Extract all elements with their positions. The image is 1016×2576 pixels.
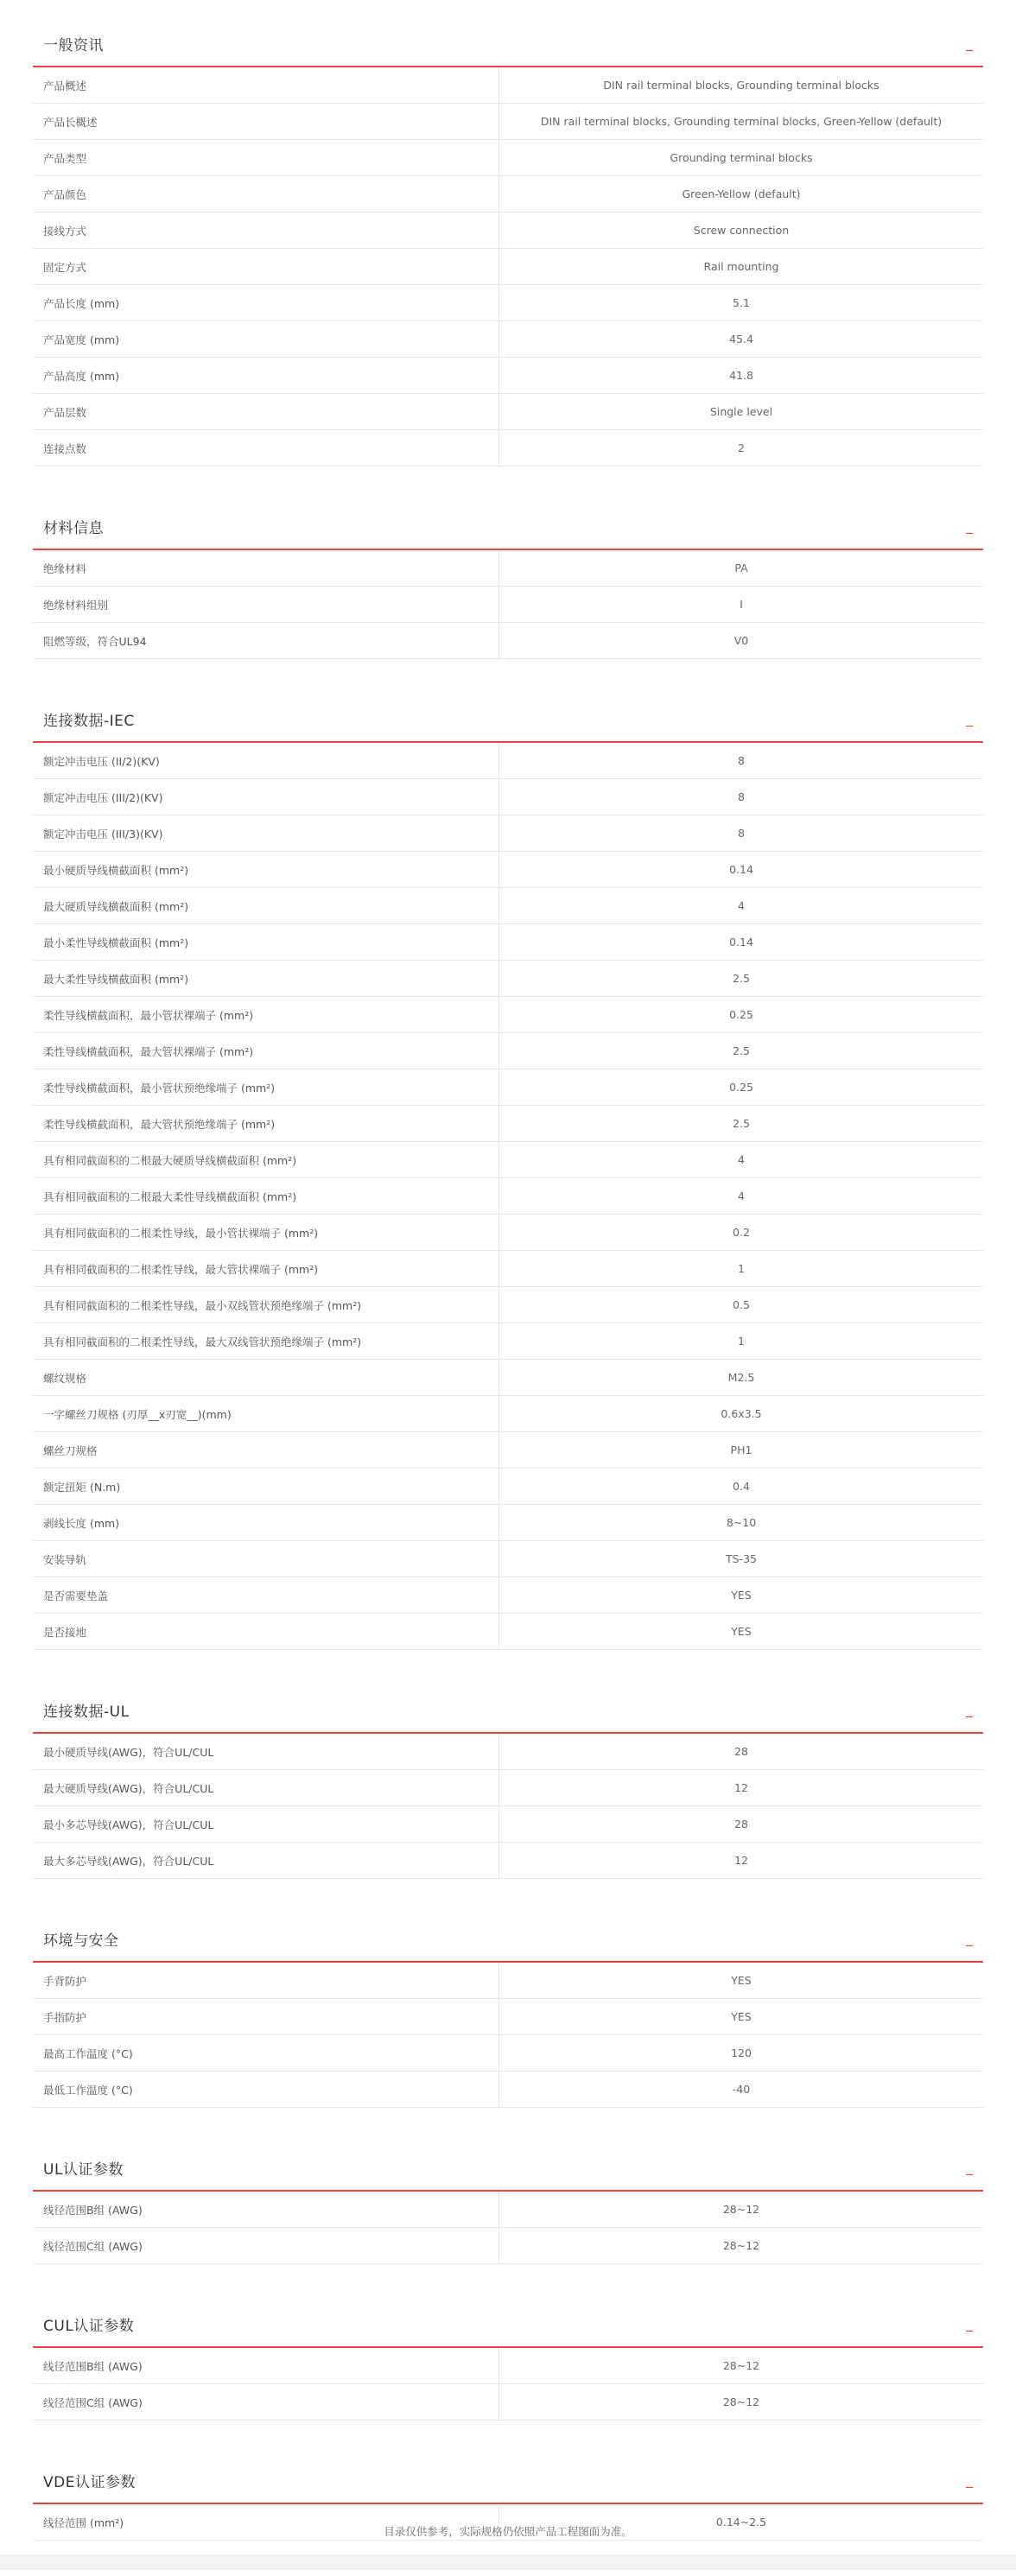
spec-label: 产品类型 — [33, 140, 499, 176]
spec-value: TS-35 — [499, 1541, 984, 1577]
spec-value: 0.14~2.5 — [499, 2504, 984, 2541]
spec-label: 产品概述 — [33, 67, 499, 104]
spec-value: 1 — [499, 1323, 984, 1360]
section-title: 材料信息 — [43, 520, 104, 537]
spec-value: DIN rail terminal blocks, Grounding terminal blocks, Green-Yellow (default) — [499, 104, 984, 140]
spec-label: 剥线长度 (mm) — [33, 1505, 499, 1541]
spec-section — [33, 695, 983, 1650]
spec-label: 最小硬质导线(AWG)，符合UL/CUL — [33, 1734, 499, 1770]
table-row — [33, 2035, 983, 2072]
table-row — [33, 2348, 983, 2384]
spec-value: 5.1 — [499, 285, 984, 321]
spec-label: 最低工作温度 (°C) — [33, 2072, 499, 2108]
table-row — [33, 285, 983, 321]
table-row — [33, 1323, 983, 1360]
table-row — [33, 1287, 983, 1323]
section-header[interactable] — [33, 2456, 983, 2504]
spec-label: 线径范围B组 (AWG) — [33, 2192, 499, 2228]
spec-value: I — [499, 587, 984, 623]
spec-label: 是否接地 — [33, 1614, 499, 1650]
table-row — [33, 1541, 983, 1577]
section-header[interactable] — [33, 2143, 983, 2192]
spec-value: 28 — [499, 1734, 984, 1770]
spec-value: 2.5 — [499, 1106, 984, 1142]
table-row — [33, 1251, 983, 1287]
spec-value: 0.6x3.5 — [499, 1396, 984, 1432]
spec-value: 0.14 — [499, 852, 984, 888]
spec-value: 120 — [499, 2035, 984, 2072]
spec-value: YES — [499, 1999, 984, 2035]
table-row — [33, 1106, 983, 1142]
spec-label: 产品长度 (mm) — [33, 285, 499, 321]
spec-label: 线径范围C组 (AWG) — [33, 2228, 499, 2264]
spec-label: 产品高度 (mm) — [33, 358, 499, 394]
spec-label: 产品颜色 — [33, 176, 499, 213]
spec-label: 具有相同截面积的二根柔性导线，最小双线管状预绝缘端子 (mm²) — [33, 1287, 499, 1323]
spec-label: 一字螺丝刀规格 (刃厚__x刃宽__)(mm) — [33, 1396, 499, 1432]
collapse-toggle-icon[interactable]: _ — [966, 710, 973, 726]
table-row — [33, 2072, 983, 2108]
spec-value: V0 — [499, 623, 984, 659]
collapse-toggle-icon[interactable]: _ — [966, 2471, 973, 2488]
spec-label: 是否需要垫盖 — [33, 1577, 499, 1614]
spec-value: Grounding terminal blocks — [499, 140, 984, 176]
spec-label: 绝缘材料组别 — [33, 587, 499, 623]
spec-label: 最小柔性导线横截面积 (mm²) — [33, 924, 499, 961]
table-row — [33, 1843, 983, 1879]
spec-value: YES — [499, 1577, 984, 1614]
table-row — [33, 743, 983, 779]
spec-value: DIN rail terminal blocks, Grounding terminal blocks — [499, 67, 984, 104]
spec-table — [33, 1734, 983, 1879]
spec-table — [33, 2192, 983, 2264]
spec-value: 28~12 — [499, 2192, 984, 2228]
spec-value: Screw connection — [499, 213, 984, 249]
table-row — [33, 1999, 983, 2035]
table-row — [33, 1360, 983, 1396]
section-title: UL认证参数 — [43, 2161, 124, 2179]
table-row — [33, 924, 983, 961]
spec-value: 0.4 — [499, 1469, 984, 1505]
table-row — [33, 2228, 983, 2264]
spec-label: 最大硬质导线(AWG)，符合UL/CUL — [33, 1770, 499, 1806]
spec-label: 线径范围 (mm²) — [33, 2504, 499, 2541]
table-row — [33, 2192, 983, 2228]
footer-bar — [0, 2554, 1016, 2570]
spec-label: 额定冲击电压 (III/3)(KV) — [33, 815, 499, 852]
table-row — [33, 550, 983, 587]
table-row — [33, 430, 983, 466]
section-header[interactable] — [33, 2300, 983, 2348]
spec-label: 最大硬质导线横截面积 (mm²) — [33, 888, 499, 924]
spec-label: 绝缘材料 — [33, 550, 499, 587]
table-row — [33, 1505, 983, 1541]
spec-label: 最大多芯导线(AWG)，符合UL/CUL — [33, 1843, 499, 1879]
spec-label: 最小多芯导线(AWG)，符合UL/CUL — [33, 1806, 499, 1843]
spec-value: 2 — [499, 430, 984, 466]
table-row — [33, 852, 983, 888]
spec-label: 固定方式 — [33, 249, 499, 285]
spec-label: 最小硬质导线横截面积 (mm²) — [33, 852, 499, 888]
table-row — [33, 1215, 983, 1251]
spec-label: 柔性导线横截面积，最大管状裸端子 (mm²) — [33, 1033, 499, 1069]
collapse-toggle-icon[interactable]: _ — [966, 1701, 973, 1717]
collapse-toggle-icon[interactable]: _ — [966, 2159, 973, 2175]
spec-value: 8 — [499, 743, 984, 779]
table-row — [33, 779, 983, 815]
spec-value: 12 — [499, 1770, 984, 1806]
table-row — [33, 1577, 983, 1614]
spec-section — [33, 2300, 983, 2421]
spec-value: YES — [499, 1963, 984, 1999]
spec-label: 具有相同截面积的二根最大硬质导线横截面积 (mm²) — [33, 1142, 499, 1178]
spec-value: 12 — [499, 1843, 984, 1879]
table-row — [33, 888, 983, 924]
table-row — [33, 997, 983, 1033]
spec-label: 阻燃等级，符合UL94 — [33, 623, 499, 659]
table-row — [33, 961, 983, 997]
table-row — [33, 623, 983, 659]
spec-label: 安装导轨 — [33, 1541, 499, 1577]
spec-section — [33, 502, 983, 659]
table-row — [33, 1396, 983, 1432]
table-row — [33, 176, 983, 213]
table-row — [33, 358, 983, 394]
spec-section — [33, 19, 983, 466]
spec-section — [33, 2143, 983, 2264]
spec-value: -40 — [499, 2072, 984, 2108]
spec-value: Rail mounting — [499, 249, 984, 285]
spec-label: 柔性导线横截面积，最小管状预绝缘端子 (mm²) — [33, 1069, 499, 1106]
spec-value: 28~12 — [499, 2228, 984, 2264]
section-title: CUL认证参数 — [43, 2318, 135, 2335]
table-row — [33, 140, 983, 176]
table-row — [33, 1178, 983, 1215]
spec-label: 柔性导线横截面积，最小管状裸端子 (mm²) — [33, 997, 499, 1033]
table-row — [33, 104, 983, 140]
spec-table — [33, 743, 983, 1650]
spec-value: 8~10 — [499, 1505, 984, 1541]
spec-value: 41.8 — [499, 358, 984, 394]
spec-label: 额定冲击电压 (III/2)(KV) — [33, 779, 499, 815]
spec-label: 柔性导线横截面积，最大管状预绝缘端子 (mm²) — [33, 1106, 499, 1142]
spec-table — [33, 2348, 983, 2421]
table-row — [33, 1142, 983, 1178]
spec-label: 产品长概述 — [33, 104, 499, 140]
spec-value: 0.25 — [499, 1069, 984, 1106]
section-header[interactable] — [33, 1685, 983, 1734]
spec-label: 最大柔性导线横截面积 (mm²) — [33, 961, 499, 997]
spec-value: 0.25 — [499, 997, 984, 1033]
spec-label: 具有相同截面积的二根柔性导线，最小管状裸端子 (mm²) — [33, 1215, 499, 1251]
spec-value: Green-Yellow (default) — [499, 176, 984, 213]
footer-disclaimer: 目录仅供参考，实际规格仍依照产品工程图面为准。 — [384, 2525, 632, 2538]
table-row — [33, 1069, 983, 1106]
table-row — [33, 1432, 983, 1469]
collapse-toggle-icon[interactable]: _ — [966, 1930, 973, 1946]
spec-table — [33, 550, 983, 659]
spec-label: 连接点数 — [33, 430, 499, 466]
spec-label: 手背防护 — [33, 1963, 499, 1999]
spec-value: M2.5 — [499, 1360, 984, 1396]
table-row — [33, 1806, 983, 1843]
spec-section — [33, 1685, 983, 1879]
spec-value: PA — [499, 550, 984, 587]
table-row — [33, 321, 983, 358]
spec-container — [33, 19, 983, 2576]
spec-value: 0.14 — [499, 924, 984, 961]
spec-label: 手指防护 — [33, 1999, 499, 2035]
spec-label: 额定扭矩 (N.m) — [33, 1469, 499, 1505]
spec-value: 0.5 — [499, 1287, 984, 1323]
section-header[interactable] — [33, 502, 983, 550]
collapse-toggle-icon[interactable]: _ — [966, 2315, 973, 2332]
table-row — [33, 249, 983, 285]
spec-label: 接线方式 — [33, 213, 499, 249]
spec-value: 4 — [499, 888, 984, 924]
section-title: 一般资讯 — [43, 37, 104, 54]
spec-value: 8 — [499, 815, 984, 852]
spec-label: 具有相同截面积的二根柔性导线，最大管状裸端子 (mm²) — [33, 1251, 499, 1287]
spec-value: Single level — [499, 394, 984, 430]
table-row — [33, 67, 983, 104]
section-title: 连接数据-UL — [43, 1704, 130, 1721]
table-row — [33, 394, 983, 430]
spec-label: 额定冲击电压 (II/2)(KV) — [33, 743, 499, 779]
spec-value: 1 — [499, 1251, 984, 1287]
spec-value: 4 — [499, 1178, 984, 1215]
spec-value: 0.2 — [499, 1215, 984, 1251]
section-title: 环境与安全 — [43, 1932, 119, 1950]
spec-value: 4 — [499, 1142, 984, 1178]
section-header[interactable] — [33, 19, 983, 67]
collapse-toggle-icon[interactable]: _ — [966, 517, 973, 534]
spec-label: 产品层数 — [33, 394, 499, 430]
section-title: 连接数据-IEC — [43, 713, 135, 730]
section-title: VDE认证参数 — [43, 2474, 136, 2491]
spec-value: 2.5 — [499, 1033, 984, 1069]
table-row — [33, 1963, 983, 1999]
spec-label: 产品宽度 (mm) — [33, 321, 499, 358]
spec-value: 28~12 — [499, 2384, 984, 2421]
table-row — [33, 1033, 983, 1069]
spec-label: 线径范围B组 (AWG) — [33, 2348, 499, 2384]
section-header[interactable] — [33, 695, 983, 743]
table-row — [33, 1770, 983, 1806]
table-row — [33, 2384, 983, 2421]
spec-value: 8 — [499, 779, 984, 815]
spec-section — [33, 1914, 983, 2108]
table-row — [33, 815, 983, 852]
spec-label: 最高工作温度 (°C) — [33, 2035, 499, 2072]
table-row — [33, 587, 983, 623]
spec-value: 28~12 — [499, 2348, 984, 2384]
spec-label: 具有相同截面积的二根最大柔性导线横截面积 (mm²) — [33, 1178, 499, 1215]
spec-value: 45.4 — [499, 321, 984, 358]
spec-table — [33, 67, 983, 466]
spec-value: 28 — [499, 1806, 984, 1843]
spec-value: 2.5 — [499, 961, 984, 997]
table-row — [33, 1734, 983, 1770]
table-row — [33, 1614, 983, 1650]
section-header[interactable] — [33, 1914, 983, 1963]
table-row — [33, 1469, 983, 1505]
spec-label: 线径范围C组 (AWG) — [33, 2384, 499, 2421]
table-row — [33, 213, 983, 249]
spec-label: 螺丝刀规格 — [33, 1432, 499, 1469]
spec-label: 螺纹规格 — [33, 1360, 499, 1396]
collapse-toggle-icon[interactable]: _ — [966, 35, 973, 51]
spec-value: YES — [499, 1614, 984, 1650]
spec-value: PH1 — [499, 1432, 984, 1469]
spec-label: 具有相同截面积的二根柔性导线，最大双线管状预绝缘端子 (mm²) — [33, 1323, 499, 1360]
spec-table — [33, 1963, 983, 2108]
